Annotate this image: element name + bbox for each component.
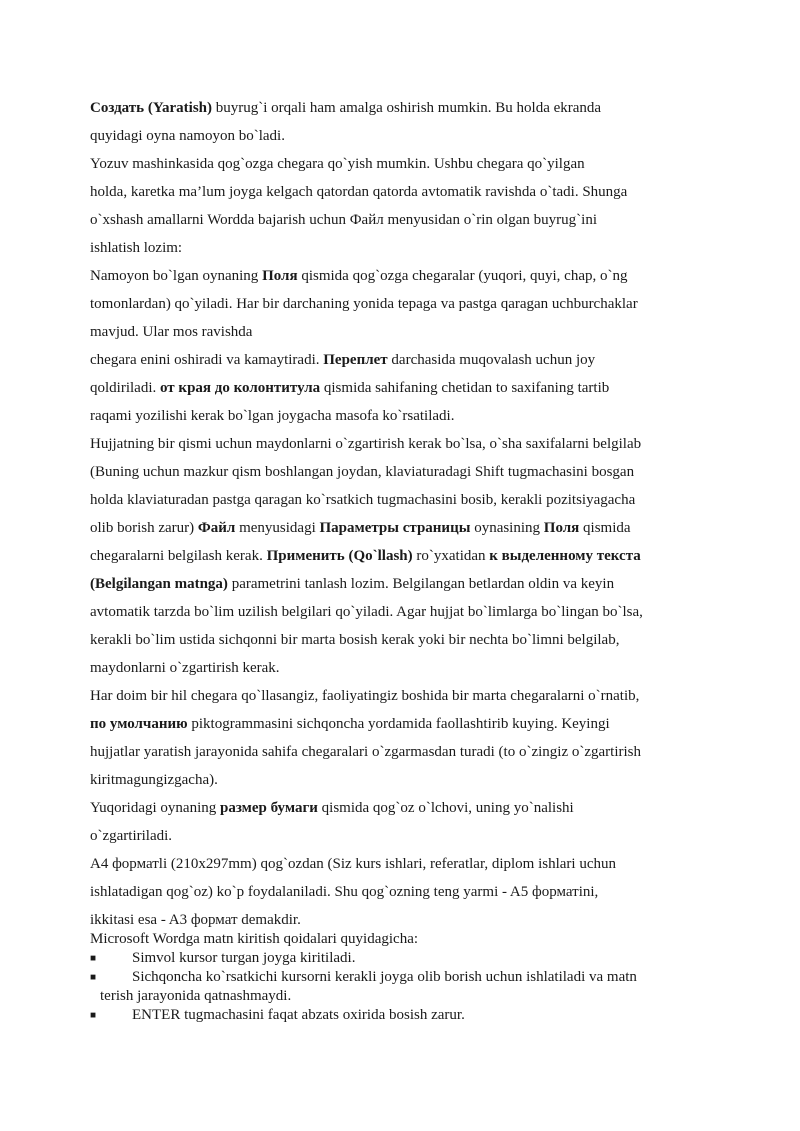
bold-term: Параметры страницы — [319, 520, 471, 536]
text-run: kiritmagungizgacha). — [90, 772, 218, 788]
list-item — [90, 1006, 730, 1025]
paragraph-polya — [90, 262, 720, 346]
bold-term: Переплет — [323, 352, 388, 368]
text-run: qismida qog`ozga chegaralar (yuqori, quyi, chap, o`ng — [297, 268, 628, 284]
square-bullet-icon: ■ — [90, 1010, 97, 1021]
text-line — [90, 794, 720, 822]
bold-term: Файл — [197, 520, 236, 536]
list-item-text: terish jarayonida qatnashmaydi. — [100, 988, 292, 1004]
text-run: mavjud. Ular mos ravishda — [90, 324, 253, 340]
text-run: kerakli bo`lim ustida sichqonni bir marta bosish kerak yoki bir nechta bo`limni belgilab, — [90, 632, 620, 648]
text-run: ikkitasi esa - A3 формат demakdir. — [90, 912, 301, 928]
text-run: darchasida muqovalash uchun joy — [387, 352, 596, 368]
bold-term: по умолчанию — [90, 716, 188, 732]
text-run: chegaralarni belgilash kerak. — [90, 548, 267, 564]
text-line — [90, 402, 720, 430]
text-run: buyrug`i orqali ham amalga oshirish mumkin. Bu holda ekranda — [212, 100, 602, 116]
text-run: parametrini tanlash lozim. Belgilangan betlardan oldin va keyin — [227, 576, 615, 592]
square-bullet-icon: ■ — [90, 953, 97, 964]
text-line — [90, 430, 720, 458]
bold-term: Поля — [262, 268, 298, 284]
bold-term: Применить (Qo`llash) — [266, 548, 413, 564]
text-line — [90, 122, 720, 150]
text-run: raqami yozilishi kerak bo`lgan joygacha masofa ko`rsatiladi. — [90, 408, 455, 424]
list-item-text: Sichqoncha ko`rsatkichi kursorni kerakli joyga olib borish uchun ishlatiladi va matn — [132, 969, 637, 985]
bold-term: Поля — [543, 520, 580, 536]
text-line — [90, 318, 720, 346]
text-line — [90, 850, 720, 878]
square-bullet-icon: ■ — [90, 972, 97, 983]
list-item-text: Simvol kursor turgan joyga kiritiladi. — [132, 950, 356, 966]
text-run: A4 форматli (210x297mm) qog`ozdan (Siz kurs ishlari, referatlar, diplom ishlari uchun — [90, 856, 616, 872]
paragraph-po-umolchaniyu — [90, 682, 720, 794]
paragraph-razmer-bumagi — [90, 794, 720, 850]
text-line — [90, 682, 720, 710]
text-line — [90, 234, 720, 262]
bold-term: размер бумаги — [219, 800, 318, 816]
text-line — [90, 542, 720, 570]
text-line — [90, 822, 720, 850]
text-line — [90, 514, 720, 542]
text-run: ro`yxatidan — [412, 548, 490, 564]
text-run: (Buning uchun mazkur qism boshlangan joydan, klaviaturadagi Shift tugmachasini bosgan — [90, 464, 635, 480]
text-line — [90, 94, 720, 122]
paragraph-a4-format — [90, 850, 720, 934]
text-line — [90, 150, 720, 178]
text-line — [90, 374, 720, 402]
text-run: holda, karetka ma’lum joyga kelgach qatordan qatorda avtomatik ravishda o`tadi. Shunga — [90, 184, 628, 200]
rules-list — [90, 949, 730, 1025]
list-item — [90, 968, 730, 1006]
text-line — [90, 570, 720, 598]
text-run: Har doim bir hil chegara qo`llasangiz, faoliyatingiz boshida bir marta chegaralarni o`rnatib, — [90, 688, 640, 704]
text-run: qismida qog`oz o`lchovi, uning yo`nalishi — [317, 800, 574, 816]
text-line — [90, 654, 720, 682]
text-run: qismida — [579, 520, 631, 536]
bold-term: (Belgilangan matnga) — [90, 576, 228, 592]
paragraph-yaratish — [90, 94, 720, 150]
paragraph-pereplet — [90, 346, 720, 430]
bold-term: от края до колонтитула — [160, 380, 321, 396]
text-line — [90, 878, 720, 906]
text-run: olib borish zarur) — [90, 520, 198, 536]
text-line — [90, 290, 720, 318]
text-line — [90, 178, 720, 206]
bold-term: Создать (Yaratish) — [90, 100, 212, 116]
text-run: o`zgartiriladi. — [90, 828, 173, 844]
text-line — [90, 346, 720, 374]
text-line — [90, 766, 720, 794]
text-line — [90, 598, 720, 626]
text-line — [90, 206, 720, 234]
text-run: Yozuv mashinkasida qog`ozga chegara qo`yish mumkin. Ushbu chegara qo`yilgan — [90, 156, 585, 172]
text-run: piktogrammasini sichqoncha yordamida faollashtirib kuying. Keyingi — [187, 716, 610, 732]
paragraph-chegara-intro — [90, 150, 720, 262]
text-run: menyusidagi — [235, 520, 320, 536]
text-run: chegara enini oshiradi va kamaytiradi. — [90, 352, 324, 368]
text-run: hujjatlar yaratish jarayonida sahifa chegaralari o`zgarmasdan turadi (to o`zingiz o`zgartirish — [90, 744, 642, 760]
text-line — [90, 626, 720, 654]
text-run: Hujjatning bir qismi uchun maydonlarni o`zgartirish kerak bo`lsa, o`sha saxifalarni belgilab — [90, 436, 642, 452]
text-run: quyidagi oyna namoyon bo`ladi. — [90, 128, 285, 144]
list-intro: Microsoft Wordga matn kiritish qoidalari quyidagicha: — [90, 931, 419, 947]
text-run: qismida sahifaning chetidan to saxifaning tartib — [320, 380, 610, 396]
text-line — [90, 458, 720, 486]
text-run: ishlatadigan qog`oz) ko`p foydalaniladi. Shu qog`ozning teng yarmi - A5 форматini, — [90, 884, 599, 900]
text-run: Yuqoridagi oynaning — [90, 800, 220, 816]
paragraph-qism-maydonlar — [90, 430, 720, 682]
list-item — [90, 949, 730, 968]
text-run: ishlatish lozim: — [90, 240, 183, 256]
text-run: tomonlardan) qo`yiladi. Har bir darchaning yonida tepaga va pastga qaragan uchburchaklar — [90, 296, 638, 312]
text-run: avtomatik tarzda bo`lim uzilish belgilari qo`yiladi. Agar hujjat bo`limlarga bo`lingan bo`lsa, — [90, 604, 643, 620]
text-run: oynasining — [470, 520, 544, 536]
text-run: o`xshash amallarni Wordda bajarish uchun Файл menyusidan o`rin olgan buyrug`ini — [90, 212, 598, 228]
text-run: holda klaviaturadan pastga qaragan ko`rsatkich tugmachasini bosib, kerakli pozitsiyagacha — [90, 492, 636, 508]
bold-term: к выделенному текста — [489, 548, 641, 564]
text-run: maydonlarni o`zgartirish kerak. — [90, 660, 280, 676]
text-line — [90, 262, 720, 290]
text-line — [90, 710, 720, 738]
list-item-text: ENTER tugmachasini faqat abzats oxirida bosish zarur. — [132, 1007, 465, 1023]
text-run: qoldiriladi. — [90, 380, 160, 396]
text-line — [90, 738, 720, 766]
text-line — [90, 486, 720, 514]
text-run: Namoyon bo`lgan oynaning — [90, 268, 263, 284]
